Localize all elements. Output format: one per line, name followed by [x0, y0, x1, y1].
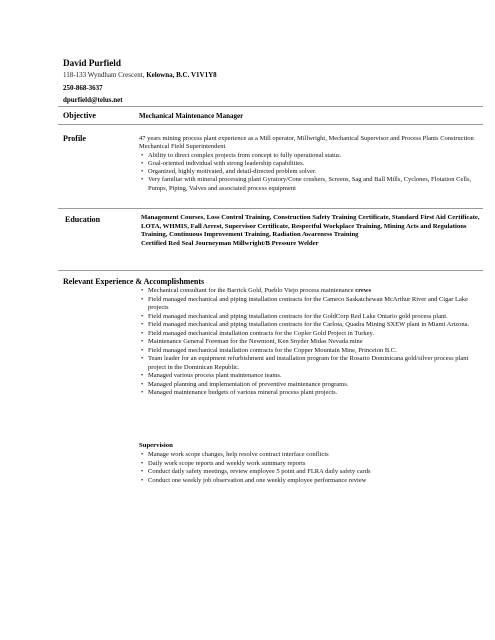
list-item: • Team leader for an equipment refurbishment and installation program for the Rosario Dominicana gold/silver process plant project in the Dominican Republic. — [139, 355, 479, 372]
list-item: • Conduct one weekly job observation and one weekly employee performance review — [139, 477, 479, 486]
list-item: • Ability to direct complex projects from concept to fully operational status. — [139, 152, 479, 160]
list-item: • Maintenance General Foreman for the Newmont, Ken Snyder Midas Nevada mine — [139, 338, 479, 347]
list-item: • Field managed mechanical installation contracts for the Copper Mountain Mine, Princeton B.C. — [139, 347, 479, 356]
divider — [58, 124, 483, 125]
email-address: dpurfield@telus.net — [63, 96, 123, 104]
address-street: 118-133 Wyndham Crescent, — [63, 71, 147, 79]
list-item: • Organized, highly motivated, and detail-directed problem solver. — [139, 168, 479, 176]
phone-number: 250-868-3637 — [63, 84, 103, 92]
objective-value: Mechanical Maintenance Manager — [139, 112, 244, 120]
education-section — [141, 214, 481, 248]
education-heading: Education — [65, 215, 101, 224]
candidate-name: David Purfield — [63, 58, 121, 68]
divider — [58, 106, 483, 107]
list-item: • Managed various process plant maintenance teams. — [139, 372, 479, 381]
list-item-emphasis: crews — [355, 287, 372, 294]
list-item: • Goal-oriented individual with strong leadership capabilities. — [139, 160, 479, 168]
list-item: • Daily work scope reports and weekly work summary reports — [139, 460, 479, 469]
list-item: • Very familiar with mineral processing plant Gyratory/Cone crushers, Screens, Sag and Ball Mills, Cyclones, Flotation Cells, Pumps, Piping, Valves and associated process equipment — [139, 176, 479, 193]
list-item: • Field managed mechanical and piping installation contracts for the Cameco Saskatchewan McArthur River and Cigar Lake projects — [139, 296, 479, 313]
list-item: • Managed planning and implementation of preventive maintenance programs. — [139, 381, 479, 390]
profile-section — [139, 135, 479, 193]
supervision-bullets — [139, 451, 479, 486]
list-item: • Field managed mechanical and piping installation contracts for the Carlota, Quadra Mining SXEW plant in Miami Arizona. — [139, 321, 479, 330]
list-item: • Field managed mechanical installation contracts for the Copler Gold Project in Turkey. — [139, 330, 479, 339]
profile-heading: Profile — [63, 134, 86, 143]
address — [63, 71, 217, 79]
education-certification: Certified Red Seal Journeyman Millwright/B Pressure Welder — [141, 239, 319, 247]
list-item: • Manage work scope changes, help resolve contract interface conflicts — [139, 451, 479, 460]
education-courses: Management Courses, Loss Control Training, Construction Safety Training Certificate, Standard First Aid Certificate, LOTA, WHMIS, Fall Arrest, Supervisor Certificate, Respectful Workplace Training, Mining Acts and Regulations Training, Continuous Improvement Training, Radiation Awareness Training — [141, 214, 480, 239]
supervision-heading: Supervision — [139, 442, 173, 449]
profile-bullets — [139, 152, 479, 193]
profile-summary: 47 years mining process plant experience as a Mill operator, Millwright, Mechanical Supervisor and Process Plants Construction Mechanical Field Superintendent — [139, 135, 474, 151]
divider — [58, 270, 483, 271]
experience-heading: Relevant Experience & Accomplishments — [63, 277, 205, 286]
list-item-text: Mechanical consultant for the Barrick Gold, Pueblo Viejo process maintenance — [148, 287, 356, 294]
divider — [58, 208, 483, 209]
list-item: • Field managed mechanical and piping installation contracts for the GoldCorp Red Lake Ontario gold process plant. — [139, 313, 479, 322]
address-city: Kelowna, B.C. V1V1Y8 — [146, 71, 217, 79]
list-item — [139, 287, 479, 296]
experience-bullets — [139, 287, 479, 398]
objective-heading: Objective — [63, 111, 96, 120]
list-item: • Conduct daily safety meetings, review employee 5 point and FLRA daily safety cards — [139, 468, 479, 477]
list-item: • Managed maintenance budgets of various mineral process plant projects. — [139, 389, 479, 398]
